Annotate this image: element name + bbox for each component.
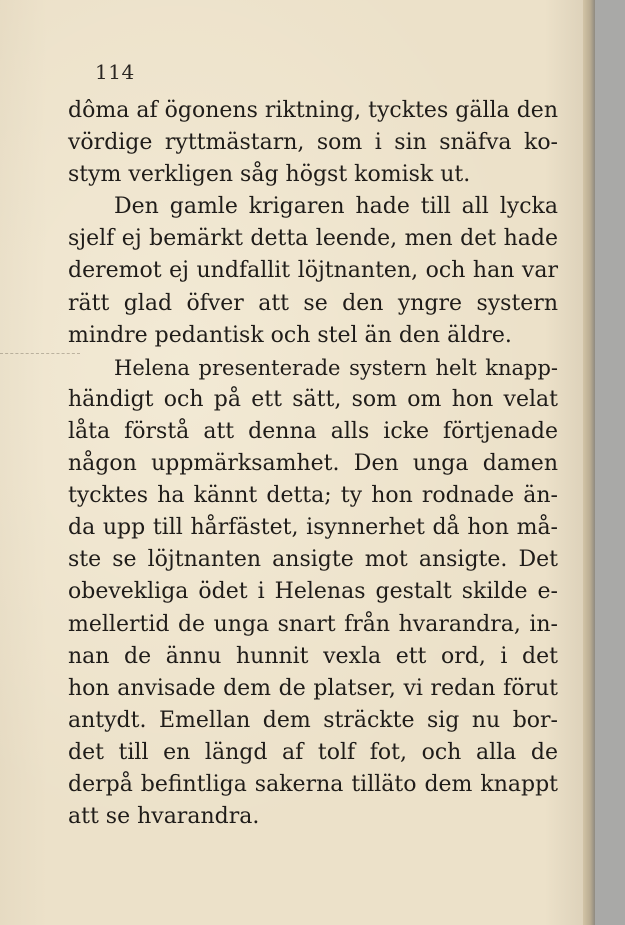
body-text [68, 95, 558, 833]
text-line: mellertid de unga snart från hvarandra, in- [68, 611, 558, 637]
text-line: tycktes ha kännt detta; ty hon rodnade än- [68, 483, 558, 509]
text-line: att se hvarandra. [68, 804, 260, 830]
text-line: dôma af ögonens riktning, tycktes gälla den [68, 98, 558, 123]
text-line: Den gamle krigaren hade till all lycka [114, 194, 558, 220]
page-number: 114 [95, 60, 135, 84]
text-line: mindre pedantisk och stel än den äldre. [68, 322, 512, 348]
text-line: da upp till hårfästet, isynnerhet då hon må- [68, 515, 558, 541]
text-line: nan de ännu hunnit vexla ett ord, i det [68, 643, 558, 669]
text-line: vördige ryttmästarn, som i sin snäfva ko- [68, 130, 558, 156]
text-line: sjelf ej bemärkt detta leende, men det hade [68, 226, 558, 252]
book-gutter [583, 0, 595, 925]
text-line: stym verkligen såg högst komisk ut. [68, 162, 471, 188]
text-line: rätt glad öfver att se den yngre systern [68, 290, 558, 316]
text-line: låta förstå att denna alls icke förtjenade [68, 418, 558, 444]
text-line: antydt. Emellan dem sträckte sig nu bor- [68, 707, 558, 733]
text-line: deremot ej undfallit löjtnanten, och han var [68, 258, 558, 284]
text-line: obevekliga ödet i Helenas gestalt skilde e- [68, 579, 558, 605]
text-line: derpå befintliga sakerna tilläto dem knappt [68, 771, 558, 797]
text-line: ste se löjtnanten ansigte mot ansigte. Det [68, 547, 558, 573]
text-line: någon uppmärksamhet. Den unga damen [68, 451, 558, 477]
text-line: hon anvisade dem de platser, vi redan förut [68, 675, 558, 701]
text-line: händigt och på ett sätt, som om hon velat [68, 386, 558, 412]
text-line: det till en längd af tolf fot, och alla de [68, 739, 558, 765]
text-line: Helena presenterade systern helt knapp- [114, 355, 558, 380]
